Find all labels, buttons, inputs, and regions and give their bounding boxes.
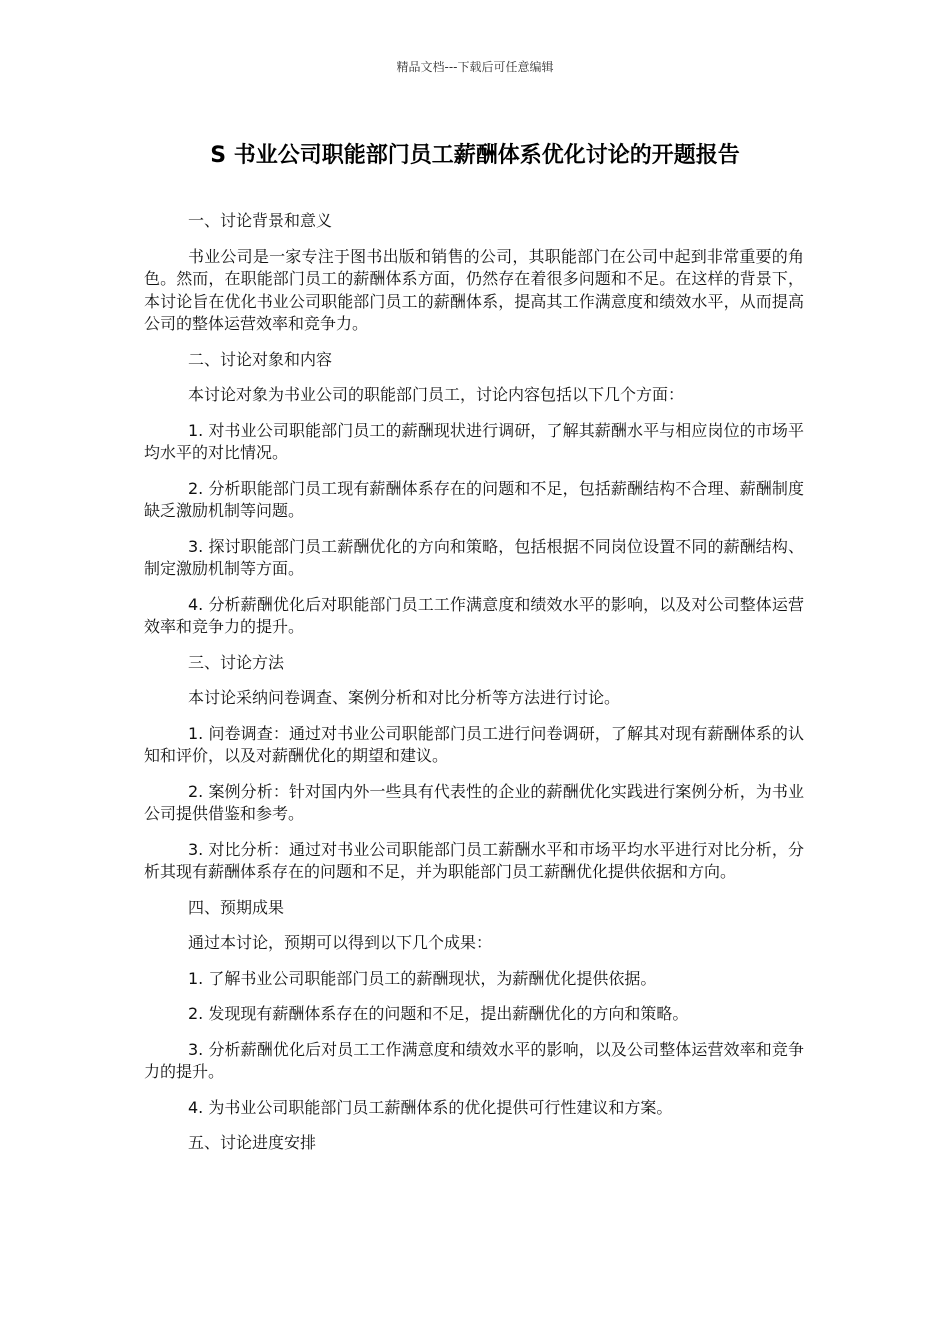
section-heading-method: 三、讨论方法	[188, 652, 285, 672]
document-title: S 书业公司职能部门员工薪酬体系优化讨论的开题报告	[210, 143, 740, 168]
list-item-content-3: 3. 探讨职能部门员工薪酬优化的方向和策略，包括根据不同岗位设置不同的薪酬结构、制定激励机制等方面。	[144, 536, 804, 578]
paragraph-results-intro: 通过本讨论，预期可以得到以下几个成果：	[188, 933, 493, 952]
list-item-result-4: 4. 为书业公司职能部门员工薪酬体系的优化提供可行性建议和方案。	[188, 1097, 673, 1117]
list-item-result-2: 2. 发现现有薪酬体系存在的问题和不足，提出薪酬优化的方向和策略。	[188, 1004, 689, 1023]
list-item-result-1: 1. 了解书业公司职能部门员工的薪酬现状，为薪酬优化提供依据。	[188, 968, 657, 988]
section-heading-schedule: 五、讨论进度安排	[188, 1133, 317, 1152]
section-heading-subject: 二、讨论对象和内容	[188, 349, 333, 369]
list-item-content-4: 4. 分析薪酬优化后对职能部门员工工作满意度和绩效水平的影响，以及对公司整体运营效率和竞争力的提升。	[144, 594, 804, 636]
list-item-content-1: 1. 对书业公司职能部门员工的薪酬现状进行调研，了解其薪酬水平与相应岗位的市场平均水平的对比情况。	[144, 420, 804, 462]
page-header: 精品文档---下载后可任意编辑	[396, 60, 554, 74]
paragraph-background: 书业公司是一家专注于图书出版和销售的公司，其职能部门在公司中起到非常重要的角色。然而，在职能部门员工的薪酬体系方面，仍然存在着很多问题和不足。在这样的背景下，本讨论旨在优化书业公司职能部门员工的薪酬体系，提高其工作满意度和绩效水平，从而提高公司的整体运营效率和竞争力。	[144, 246, 804, 333]
list-item-content-2: 2. 分析职能部门员工现有薪酬体系存在的问题和不足，包括薪酬结构不合理、薪酬制度缺乏激励机制等问题。	[144, 478, 804, 520]
paragraph-subject-intro: 本讨论对象为书业公司的职能部门员工，讨论内容包括以下几个方面：	[188, 385, 685, 404]
list-item-method-2: 2. 案例分析：针对国内外一些具有代表性的企业的薪酬优化实践进行案例分析，为书业公司提供借鉴和参考。	[144, 781, 804, 823]
section-heading-background: 一、讨论背景和意义	[188, 211, 333, 230]
document-body	[144, 210, 804, 1168]
section-heading-results: 四、预期成果	[188, 897, 285, 917]
list-item-method-1: 1. 问卷调查：通过对书业公司职能部门员工进行问卷调研，了解其对现有薪酬体系的认知和评价，以及对薪酬优化的期望和建议。	[144, 723, 804, 765]
paragraph-method-intro: 本讨论采纳问卷调查、案例分析和对比分析等方法进行讨论。	[188, 688, 621, 707]
list-item-result-3: 3. 分析薪酬优化后对员工工作满意度和绩效水平的影响，以及公司整体运营效率和竞争力的提升。	[144, 1039, 804, 1081]
list-item-method-3: 3. 对比分析：通过对书业公司职能部门员工薪酬水平和市场平均水平进行对比分析，分析其现有薪酬体系存在的问题和不足，并为职能部门员工薪酬优化提供依据和方向。	[144, 839, 804, 881]
